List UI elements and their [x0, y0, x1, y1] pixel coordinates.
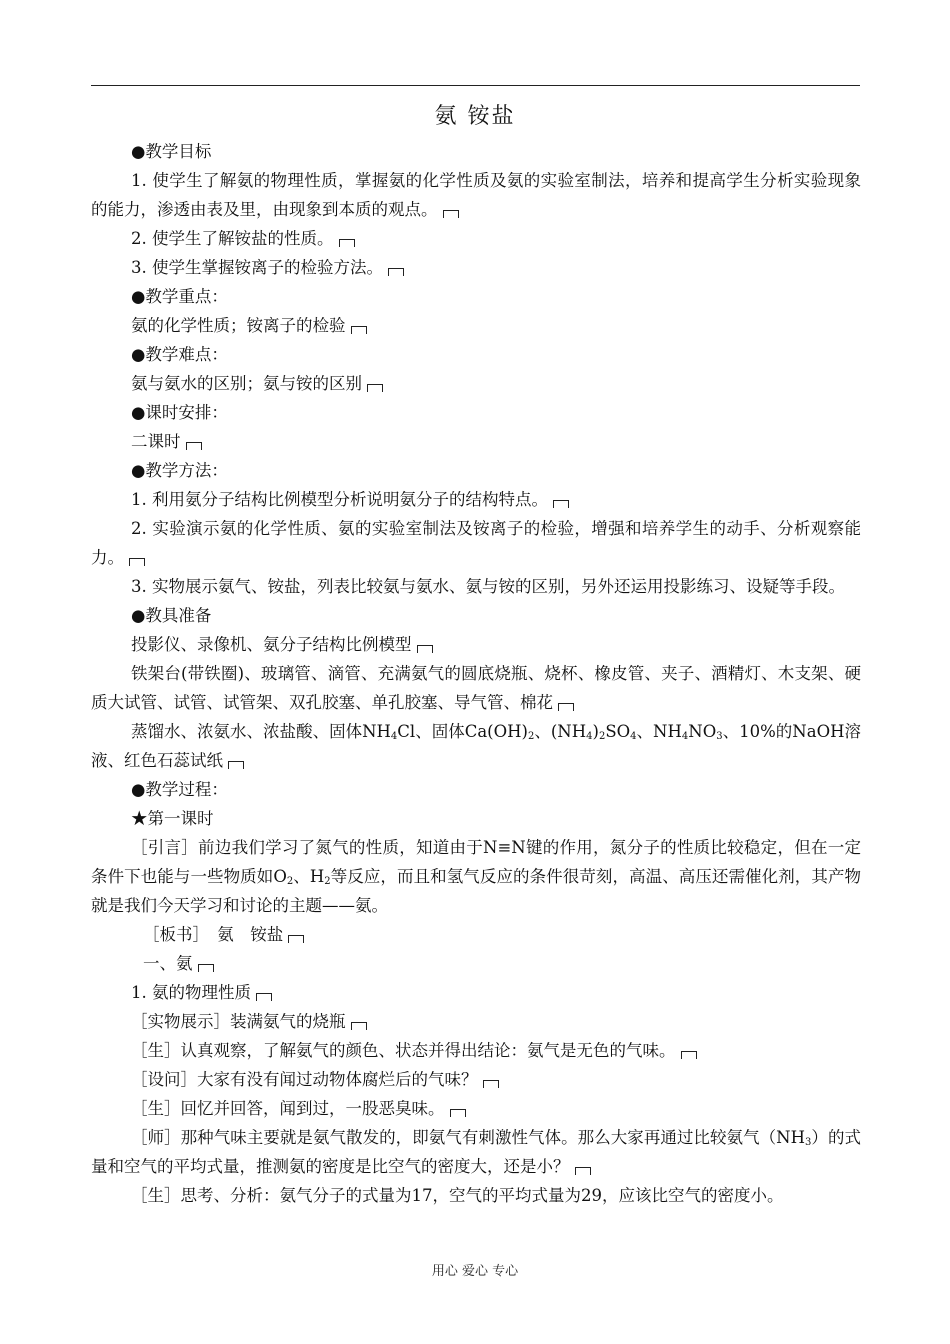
heading-objectives: ●教学目标 — [131, 142, 212, 161]
heading-tools: ●教具准备 — [131, 606, 212, 625]
dialogue-line: ［设问］大家有没有闻过动物体腐烂后的气味？ — [91, 1065, 861, 1094]
paragraph-mark-icon — [339, 239, 355, 247]
dialogue-line: ［实物展示］装满氨气的烧瓶 — [91, 1007, 861, 1036]
paragraph-mark-icon — [198, 964, 214, 972]
paragraph-mark-icon — [351, 1022, 367, 1030]
dialogue-line: ［生］思考、分析：氨气分子的式量为17，空气的平均式量为29，应该比空气的密度小。 — [131, 1186, 784, 1205]
objective-item: 1. 使学生了解氨的物理性质，掌握氨的化学性质及氨的实验室制法，培养和提高学生分析实验现象的能力，渗透由表及里，由现象到本质的观点。 — [91, 171, 861, 219]
paragraph-mark-icon — [553, 500, 569, 508]
heading-methods: ●教学方法： — [131, 461, 228, 480]
paragraph-mark-icon — [681, 1051, 697, 1059]
section-heading: 一、氨 — [91, 949, 861, 978]
board-line: ［板书］ 氨 铵盐 — [91, 920, 861, 949]
paragraph-mark-icon — [351, 326, 367, 334]
heading-process: ●教学过程： — [131, 780, 228, 799]
key-points-text: 氨的化学性质；铵离子的检验 — [91, 311, 861, 340]
paragraph-mark-icon — [450, 1109, 466, 1117]
heading-key-points: ●教学重点： — [131, 287, 228, 306]
paragraph-mark-icon — [575, 1167, 591, 1175]
tools-line: 投影仪、录像机、氨分子结构比例模型 — [91, 630, 861, 659]
schedule-text: 二课时 — [91, 427, 861, 456]
header-rule — [91, 85, 860, 86]
intro-paragraph: ［引言］前边我们学习了氮气的性质，知道由于N≡N键的作用，氮分子的性质比较稳定，但在一定条件下也能与一些物质如$O_2$、$H_2$等反应，而且和氢气反应的条件很苛刻，高温、高压还需催化剂，其产物就是我们今天学习和讨论的主题——氨。 — [91, 838, 862, 915]
objective-item: 3. 使学生掌握铵离子的检验方法。 — [91, 253, 861, 282]
paragraph-mark-icon — [288, 935, 304, 943]
paragraph-mark-icon — [558, 703, 574, 711]
heading-difficulties: ●教学难点： — [131, 345, 228, 364]
paragraph-mark-icon — [388, 268, 404, 276]
heading-schedule: ●课时安排： — [131, 403, 228, 422]
paragraph-mark-icon — [483, 1080, 499, 1088]
paragraph-mark-icon — [367, 384, 383, 392]
dialogue-line: ［生］认真观察，了解氨气的颜色、状态并得出结论：氨气是无色的气味。 — [91, 1036, 861, 1065]
subsection-heading: 1. 氨的物理性质 — [91, 978, 861, 1007]
method-item: 3. 实物展示氨气、铵盐，列表比较氨与氨水、氨与铵的区别，另外还运用投影练习、设疑等手段。 — [131, 577, 845, 596]
page-title: 氨 铵盐 — [434, 104, 516, 129]
tools-line: 蒸馏水、浓氨水、浓盐酸、固体$NH_4Cl$、固体$Ca(OH)_2$、$(NH_4)_2SO_4$、$NH_4NO_3$、10%的NaOH溶液、红色石蕊试纸 — [91, 722, 862, 770]
page-footer: 用心 爱心 专心 — [431, 1264, 519, 1279]
dialogue-line: ［生］回忆并回答，闻到过，一股恶臭味。 — [91, 1094, 861, 1123]
paragraph-mark-icon — [443, 210, 459, 218]
paragraph-mark-icon — [129, 558, 145, 566]
paragraph-mark-icon — [417, 645, 433, 653]
objective-item: 2. 使学生了解铵盐的性质。 — [91, 224, 861, 253]
difficulties-text: 氨与氨水的区别；氨与铵的区别 — [91, 369, 861, 398]
method-item: 1. 利用氨分子结构比例模型分析说明氨分子的结构特点。 — [91, 485, 861, 514]
paragraph-mark-icon — [256, 993, 272, 1001]
paragraph-mark-icon — [186, 442, 202, 450]
paragraph-mark-icon — [228, 761, 244, 769]
method-item: 2. 实验演示氨的化学性质、氨的实验室制法及铵离子的检验，增强和培养学生的动手、分析观察能力。 — [91, 519, 861, 567]
document-body — [91, 137, 861, 1210]
heading-lesson1: ★第一课时 — [131, 809, 214, 828]
tools-line: 铁架台(带铁圈)、玻璃管、滴管、充满氨气的圆底烧瓶、烧杯、橡皮管、夹子、酒精灯、木支架、硬质大试管、试管、试管架、双孔胶塞、单孔胶塞、导气管、棉花 — [91, 664, 861, 712]
teacher-paragraph: ［师］那种气味主要就是氨气散发的，即氨气有刺激性气体。那么大家再通过比较氨气$(NH_3)$的式量和空气的平均式量，推测氨的密度是比空气的密度大，还是小？ — [91, 1128, 862, 1176]
